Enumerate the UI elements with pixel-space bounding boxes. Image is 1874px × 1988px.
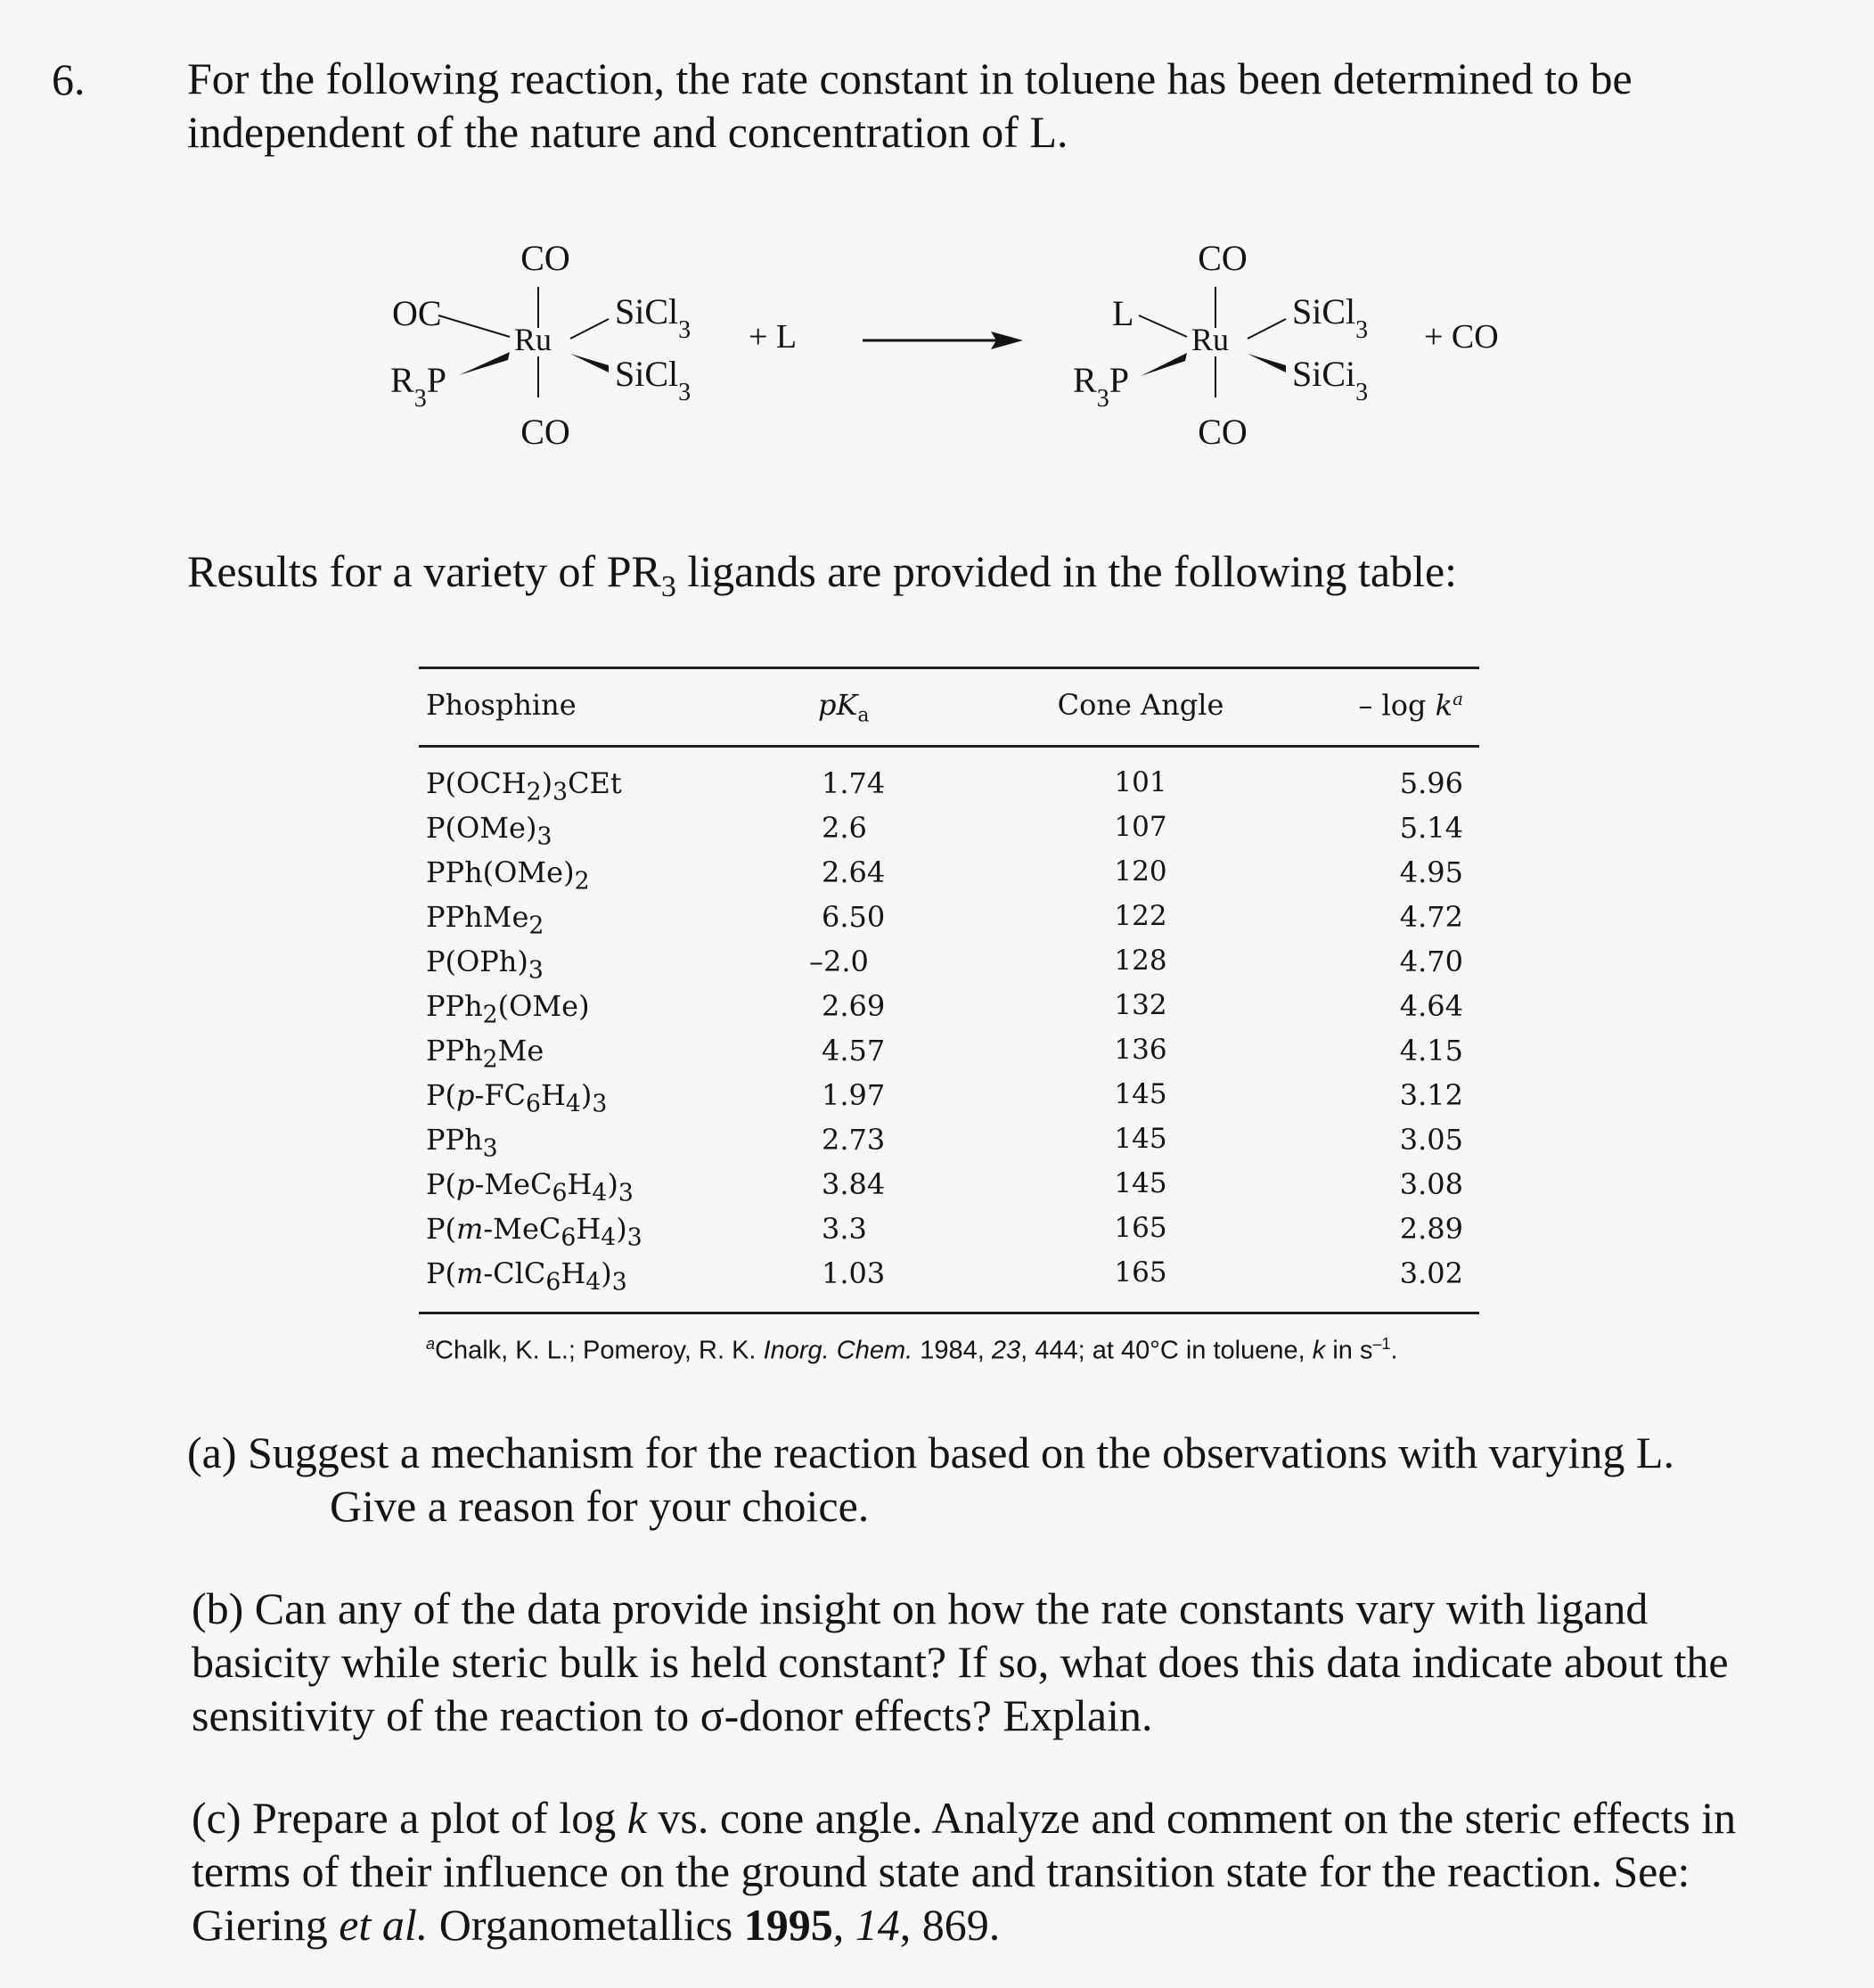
table-row — [419, 1078, 1479, 1123]
table-row — [419, 855, 1479, 900]
phosphine-cell: $P(m-MeC_6H_4)_3$ — [426, 1212, 642, 1252]
question-b — [192, 1582, 1729, 1742]
table-row — [419, 945, 1479, 989]
question-a-line-1: (a) Suggest a mechanism for the reaction based on the observations with varying L. — [187, 1428, 1674, 1477]
reactant-top-co: CO — [520, 238, 570, 278]
phosphine-cell: $P(p-FC_6H_4)_3$ — [426, 1078, 608, 1118]
table-bottom-rule — [419, 1312, 1479, 1314]
log-k-cell: 3.08 — [1399, 1167, 1463, 1201]
reactant-metal: Ru — [514, 322, 552, 357]
cone-angle-cell: 165 — [1114, 1212, 1167, 1244]
pka-cell: 2.6 — [822, 811, 867, 845]
table-row — [419, 766, 1479, 811]
phosphine-cell: PPhMe$_2$ — [426, 900, 544, 940]
phosphine-cell: PPh$_2$(OMe) — [426, 989, 590, 1029]
pka-cell: 2.64 — [822, 855, 886, 889]
pka-cell: 1.03 — [822, 1256, 886, 1290]
reactant-right-upper: SiCl$_3$ — [615, 291, 691, 344]
reactant-left-lower: $R_3P$ — [390, 360, 446, 413]
product-left-upper: L — [1112, 293, 1134, 333]
header-log-k: – $\log k^a$ — [1358, 688, 1463, 723]
phosphine-cell: $PPh(OMe)_2$ — [426, 855, 590, 896]
log-k-cell: 5.14 — [1399, 811, 1463, 845]
question-b-line-3: sensitivity of the reaction to σ-donor effects? Explain. — [192, 1690, 1153, 1740]
question-c-line-3: Giering et al. Organometallics 1995, 14, 869. — [192, 1900, 1001, 1950]
reactant-left-upper: OC — [392, 293, 442, 333]
table-top-rule — [419, 667, 1479, 669]
product-complex — [1073, 238, 1368, 452]
table-row — [419, 1123, 1479, 1167]
table-row — [419, 1034, 1479, 1078]
log-k-cell: 4.72 — [1399, 900, 1463, 934]
cone-angle-cell: 136 — [1114, 1034, 1167, 1066]
table-header — [419, 688, 1479, 732]
pka-cell: 3.3 — [822, 1212, 867, 1246]
log-k-cell: 4.15 — [1399, 1034, 1463, 1068]
header-phosphine: Phosphine — [426, 688, 577, 722]
cone-angle-cell: 165 — [1114, 1256, 1167, 1289]
table-row — [419, 989, 1479, 1034]
table-row — [419, 900, 1479, 945]
product-metal: Ru — [1191, 322, 1230, 357]
question-a-line-2: Give a reason for your choice. — [330, 1481, 870, 1531]
cone-angle-cell: 107 — [1114, 811, 1167, 843]
question-b-line-2: basicity while steric bulk is held constant? If so, what does this data indicate about the — [192, 1637, 1729, 1687]
phosphine-cell: $P(OPh)_3$ — [426, 945, 544, 985]
question-intro — [187, 52, 1791, 159]
pka-cell: 4.57 — [822, 1034, 886, 1068]
cone-angle-cell: 122 — [1114, 900, 1167, 932]
header-cone-angle: Cone Angle — [1057, 688, 1224, 722]
reaction-scheme — [0, 223, 1874, 490]
pka-cell: 3.84 — [822, 1167, 886, 1201]
phosphine-cell: $P(m-ClC_6H_4)_3$ — [426, 1256, 627, 1297]
log-k-cell: 4.70 — [1399, 945, 1463, 978]
log-k-cell: 4.64 — [1399, 989, 1463, 1023]
product-top-co: CO — [1198, 238, 1248, 278]
product-left-lower: $R_3P$ — [1073, 360, 1129, 413]
table-header-rule — [419, 745, 1479, 748]
product-bottom-co: CO — [1198, 412, 1248, 452]
intro-line-1: For the following reaction, the rate constant in toluene has been determined to be — [187, 53, 1633, 103]
question-number: 6. — [52, 54, 86, 104]
pka-cell: 2.73 — [822, 1123, 886, 1157]
question-c-line-2: terms of their influence on the ground state and transition state for the reaction. See: — [192, 1846, 1690, 1896]
log-k-cell: 3.02 — [1399, 1256, 1463, 1290]
log-k-cell: 5.96 — [1399, 766, 1463, 800]
question-a — [187, 1426, 1674, 1533]
cone-angle-cell: 120 — [1114, 855, 1167, 888]
table-footnote: $^a$Chalk, K. L.; Pomeroy, R. K. Inorg. Chem. 1984, 23, 444; at 40°C in toluene, k in $s^{-1}$. — [426, 1335, 1398, 1365]
phosphine-cell: PPh$_3$ — [426, 1123, 498, 1163]
product-right-upper: SiCl$_3$ — [1292, 291, 1369, 344]
phosphine-cell: PPh$_2$Me — [426, 1034, 544, 1074]
reactant-right-lower: SiCl$_3$ — [615, 354, 691, 406]
question-b-line-1: (b) Can any of the data provide insight on how the rate constants vary with ligand — [192, 1583, 1649, 1633]
pka-cell: –2.0 — [809, 945, 869, 978]
table-row — [419, 1167, 1479, 1212]
cone-angle-cell: 145 — [1114, 1123, 1167, 1155]
log-k-cell: 3.12 — [1399, 1078, 1463, 1112]
cone-angle-cell: 145 — [1114, 1078, 1167, 1110]
log-k-cell: 3.05 — [1399, 1123, 1463, 1157]
table-row — [419, 1212, 1479, 1256]
log-k-cell: 4.95 — [1399, 855, 1463, 889]
cone-angle-cell: 145 — [1114, 1167, 1167, 1199]
question-c — [192, 1791, 1736, 1951]
results-intro: Results for a variety of $PR_3$ ligands are provided in the following table: — [187, 546, 1458, 603]
cone-angle-cell: 128 — [1114, 945, 1167, 977]
phosphine-cell: $P(OMe)_3$ — [426, 811, 552, 851]
reactant-bottom-co: CO — [520, 412, 570, 452]
phosphine-cell: $P(OCH_2)_3CEt$ — [426, 766, 622, 806]
header-pka: $pK_a$ — [818, 688, 870, 727]
log-k-cell: 2.89 — [1399, 1212, 1463, 1246]
pka-cell: 2.69 — [822, 989, 886, 1023]
cone-angle-cell: 132 — [1114, 989, 1167, 1021]
question-c-line-1: (c) Prepare a plot of log k vs. cone angle. Analyze and comment on the steric effects in — [192, 1793, 1737, 1843]
reactant-complex — [390, 238, 691, 452]
pka-cell: 6.50 — [822, 900, 886, 934]
intro-line-2: independent of the nature and concentration of L. — [187, 107, 1068, 157]
phosphine-cell: $P(p-MeC_6H_4)_3$ — [426, 1167, 634, 1207]
table-row — [419, 1256, 1479, 1301]
plus-reagent: + L — [749, 318, 798, 356]
pka-cell: 1.97 — [822, 1078, 886, 1112]
pka-cell: 1.74 — [822, 766, 886, 800]
table-row — [419, 811, 1479, 855]
plus-product: + CO — [1424, 318, 1499, 356]
cone-angle-cell: 101 — [1114, 766, 1167, 798]
product-right-lower: SiCi$_3$ — [1292, 354, 1369, 406]
